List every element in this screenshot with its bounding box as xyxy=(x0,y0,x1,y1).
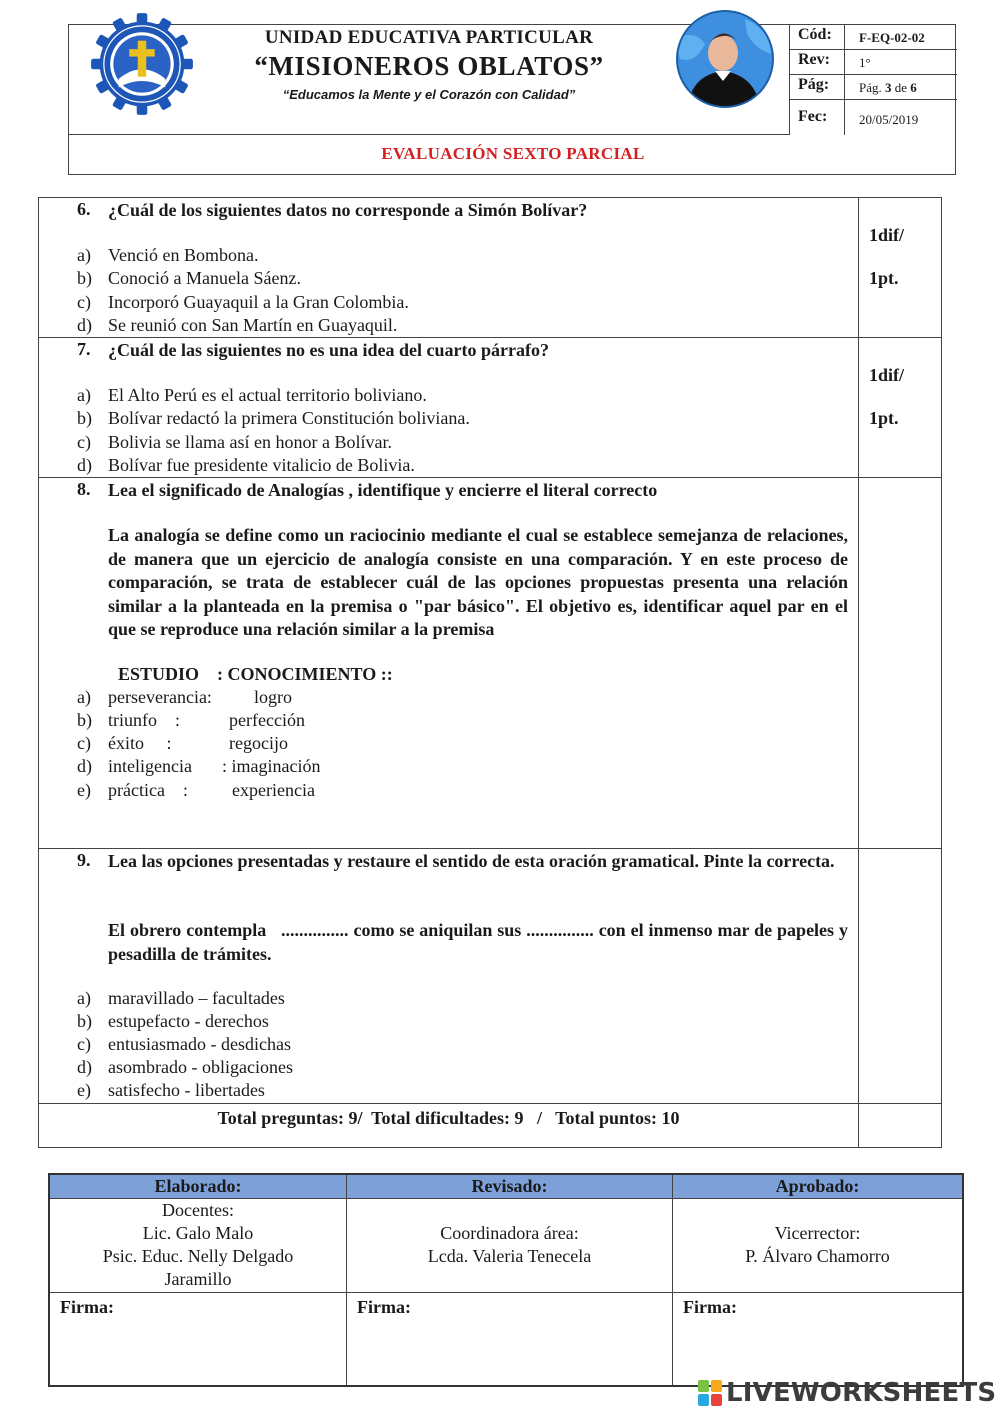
option-letter: e) xyxy=(77,1080,91,1100)
score-cell xyxy=(858,338,942,477)
option-letter: e) xyxy=(77,780,91,800)
option-letter: b) xyxy=(77,710,92,730)
questions-table xyxy=(38,197,942,1148)
option-text[interactable]: El Alto Perú es el actual territorio boliviano. xyxy=(108,385,427,405)
question-text: ¿Cuál de las siguientes no es una idea del cuarto párrafo? xyxy=(108,340,550,360)
header-title-area xyxy=(69,25,789,135)
signatures-table xyxy=(48,1173,964,1387)
option-text[interactable]: Bolivia se llama así en honor a Bolívar. xyxy=(108,432,392,452)
question-text: ¿Cuál de los siguientes datos no corresponde a Simón Bolívar? xyxy=(108,200,588,220)
option-text[interactable]: satisfecho - libertades xyxy=(108,1080,265,1100)
option-text[interactable]: asombrado - obligaciones xyxy=(108,1057,293,1077)
page-prefix: Pág. xyxy=(859,80,885,95)
score-cell xyxy=(858,849,942,1103)
option-right-term[interactable]: logro xyxy=(254,687,292,707)
option-text[interactable]: Venció en Bombona. xyxy=(108,245,259,265)
option-right-term[interactable]: experiencia xyxy=(232,780,315,800)
reviewed-column xyxy=(347,1175,673,1385)
option-text[interactable]: Incorporó Guayaquil a la Gran Colombia. xyxy=(108,292,409,312)
person-line: Jaramillo xyxy=(164,1269,232,1289)
option-text[interactable]: maravillado – facultades xyxy=(108,988,285,1008)
option-right-term[interactable]: regocijo xyxy=(229,733,288,753)
approved-column xyxy=(673,1175,962,1385)
option-letter: d) xyxy=(77,455,92,475)
question-number: 7. xyxy=(77,339,91,359)
option-letter: d) xyxy=(77,315,92,335)
person-line: Lcda. Valeria Tenecela xyxy=(427,1246,592,1266)
person-line: Psic. Educ. Nelly Delgado xyxy=(102,1246,294,1266)
option-left-term[interactable]: inteligencia xyxy=(108,756,192,776)
column-body xyxy=(50,1199,346,1293)
code-label: Cód: xyxy=(789,25,845,49)
option-text[interactable]: Se reunió con San Martín en Guayaquil. xyxy=(108,315,398,335)
page-label: Pág: xyxy=(789,75,845,99)
question-8 xyxy=(39,478,942,849)
option-letter: b) xyxy=(77,1011,92,1031)
option-letter: c) xyxy=(77,733,91,753)
option-letter: b) xyxy=(77,268,92,288)
page-row xyxy=(789,75,957,100)
column-body xyxy=(347,1199,672,1293)
option-text[interactable]: Bolívar fue presidente vitalicio de Bolivia. xyxy=(108,455,415,475)
score-cell xyxy=(858,478,942,848)
option-letter: a) xyxy=(77,385,91,405)
column-body xyxy=(673,1199,962,1293)
option-letter: d) xyxy=(77,756,92,776)
document-metadata xyxy=(789,25,957,135)
analogy-definition: La analogía se define como un raciocinio mediante el cual se establece semejanza de relaciones, de manera que un ejercicio de analogía consiste en una comparación. Y en este proceso de comparación, se trata de establecer cuál de las opciones propuestas presenta una relación similar a la planteada en la premisa o "par básico". El objetivo es, identificar aquel par en el que se reproduce una relación similar a la premisa xyxy=(108,525,848,639)
question-number: 9. xyxy=(77,850,91,870)
founder-portrait-icon xyxy=(675,9,775,109)
option-text[interactable]: Conoció a Manuela Sáenz. xyxy=(108,268,301,288)
institution-line: UNIDAD EDUCATIVA PARTICULAR xyxy=(264,27,594,48)
signature-label: Firma: xyxy=(60,1297,114,1317)
option-letter: a) xyxy=(77,687,91,707)
code-value: F-EQ-02-02 xyxy=(859,30,925,45)
question-number: 6. xyxy=(77,199,91,219)
evaluation-title: EVALUACIÓN SEXTO PARCIAL xyxy=(381,144,645,163)
school-emblem-icon xyxy=(89,11,195,117)
points-label: 1pt. xyxy=(869,408,899,428)
question-number: 8. xyxy=(77,479,91,499)
watermark-text: LIVEWORKSHEETS xyxy=(726,1378,997,1408)
revision-value: 1° xyxy=(859,55,871,70)
question-text: Lea el significado de Analogías , identifique y encierre el literal correcto xyxy=(108,480,658,500)
option-left-term[interactable]: éxito : xyxy=(108,733,172,753)
option-letter: a) xyxy=(77,988,91,1008)
liveworksheets-logo-icon xyxy=(698,1380,722,1406)
code-row xyxy=(789,25,957,50)
score-cell xyxy=(858,198,942,337)
signature-label: Firma: xyxy=(357,1297,411,1317)
page-of: de xyxy=(891,80,911,95)
column-header: Revisado: xyxy=(347,1175,672,1199)
option-letter: c) xyxy=(77,292,91,312)
person-line: Docentes: xyxy=(162,1200,234,1220)
person-line: Vicerrector: xyxy=(774,1223,861,1243)
option-right-term[interactable]: : imaginación xyxy=(222,756,321,776)
page-total: 6 xyxy=(910,80,917,95)
question-7 xyxy=(39,338,942,478)
school-name: “MISIONEROS OBLATOS” xyxy=(254,51,604,81)
date-row xyxy=(789,100,957,135)
person-line: P. Álvaro Chamorro xyxy=(745,1246,890,1266)
option-letter: c) xyxy=(77,432,91,452)
option-text[interactable]: estupefacto - derechos xyxy=(108,1011,269,1031)
option-letter: c) xyxy=(77,1034,91,1054)
option-text[interactable]: entusiasmado - desdichas xyxy=(108,1034,291,1054)
revision-label: Rev: xyxy=(789,50,845,74)
school-motto: “Educamos la Mente y el Corazón con Calidad” xyxy=(282,87,576,102)
person-line: Lic. Galo Malo xyxy=(142,1223,254,1243)
question-text: Lea las opciones presentadas y restaure el sentido de esta oración gramatical. Pinte la correcta. xyxy=(108,851,835,871)
revision-row xyxy=(789,50,957,75)
totals-summary: Total preguntas: 9/ Total dificultades: 9 / Total puntos: 10 xyxy=(217,1108,680,1128)
option-letter: b) xyxy=(77,408,92,428)
difficulty-label: 1dif/ xyxy=(869,225,905,245)
page-value xyxy=(845,75,957,99)
option-text[interactable]: Bolívar redactó la primera Constitución boliviana. xyxy=(108,408,470,428)
document-header xyxy=(68,24,956,175)
date-value: 20/05/2019 xyxy=(859,112,919,127)
option-letter: d) xyxy=(77,1057,92,1077)
signature-label: Firma: xyxy=(683,1297,737,1317)
question-6 xyxy=(39,198,942,338)
gap-sentence: El obrero contempla ............... como se aniquilan sus ............... con el inmenso mar de papeles y pesadilla de trámites. xyxy=(108,920,853,964)
column-header: Aprobado: xyxy=(673,1175,962,1199)
option-right-term[interactable]: perfección xyxy=(229,710,305,730)
person-line: Coordinadora área: xyxy=(440,1223,579,1243)
difficulty-label: 1dif/ xyxy=(869,365,905,385)
totals-score-cell xyxy=(858,1104,942,1148)
page-current: 3 xyxy=(885,80,892,95)
option-letter: a) xyxy=(77,245,91,265)
elaborated-column xyxy=(50,1175,347,1385)
analogy-premise: ESTUDIO : CONOCIMIENTO :: xyxy=(118,664,393,684)
question-9 xyxy=(39,849,942,1104)
points-label: 1pt. xyxy=(869,268,899,288)
option-left-term[interactable]: práctica : xyxy=(108,780,188,800)
column-header: Elaborado: xyxy=(50,1175,346,1199)
option-left-term[interactable]: perseverancia: xyxy=(108,687,212,707)
date-label: Fec: xyxy=(789,100,845,135)
option-left-term[interactable]: triunfo : xyxy=(108,710,180,730)
